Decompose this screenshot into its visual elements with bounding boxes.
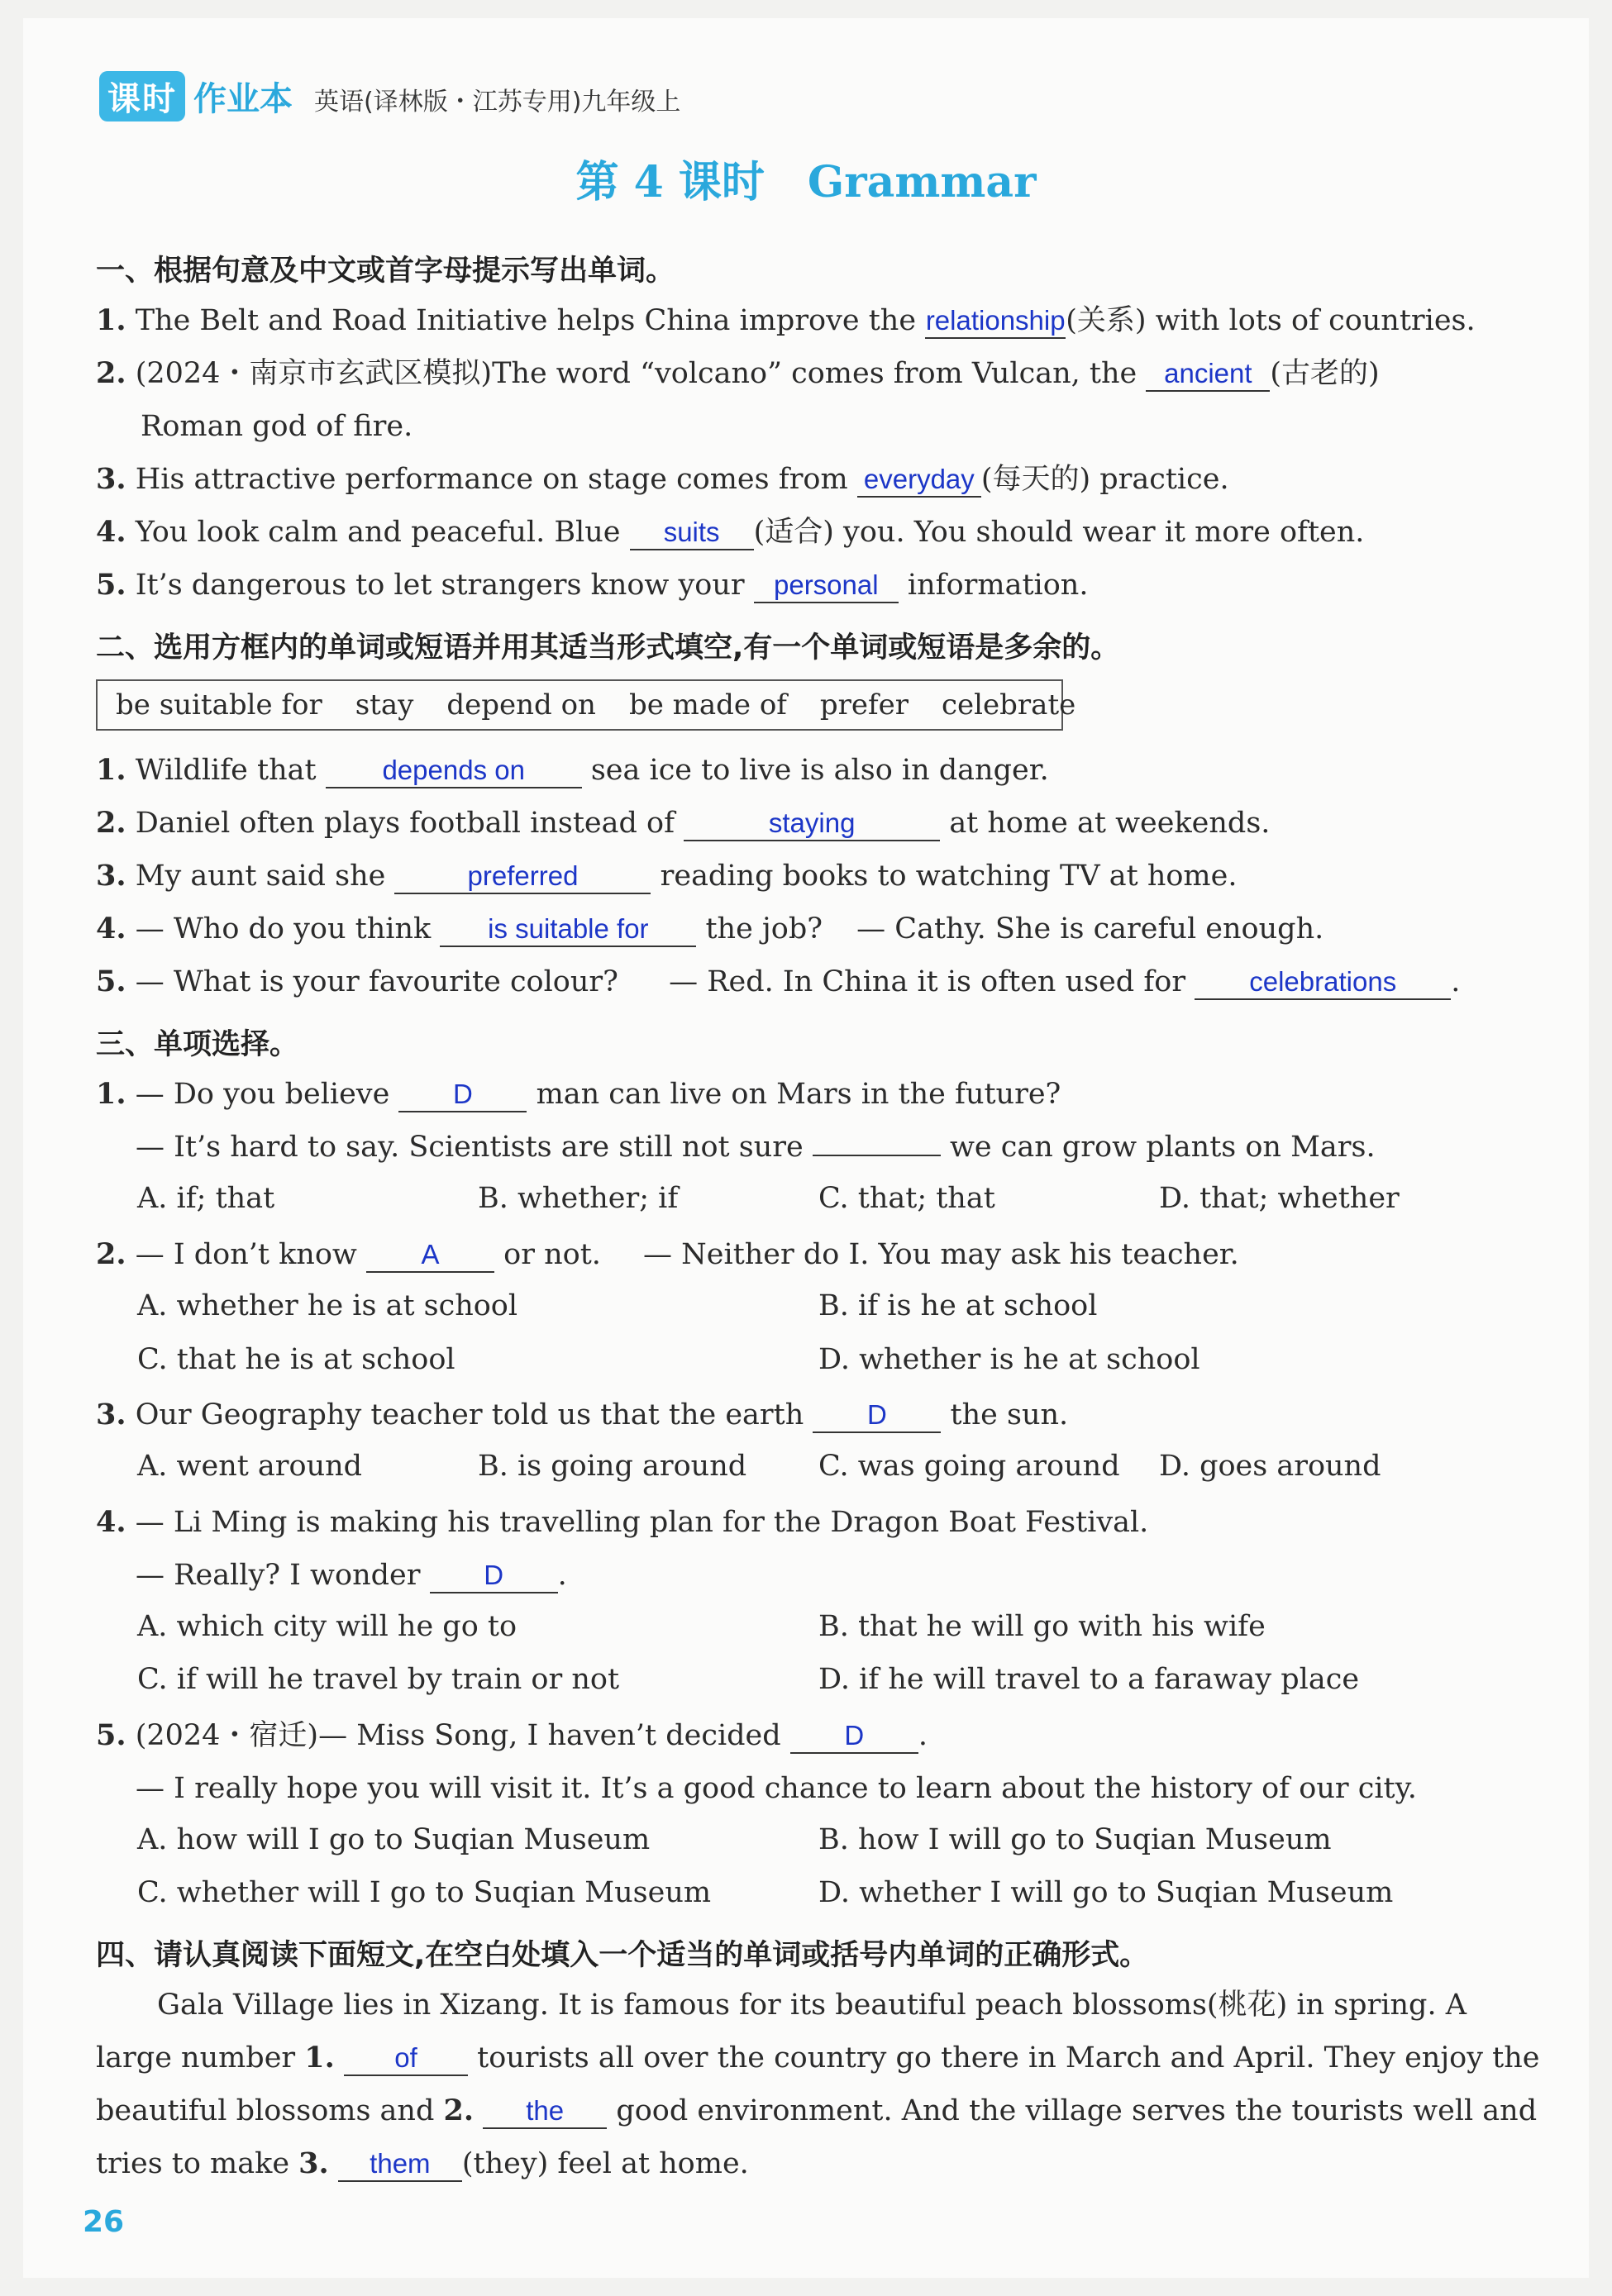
word-option: stay xyxy=(355,688,414,722)
option-d[interactable]: D. that; whether xyxy=(1159,1182,1400,1215)
q-text: — Really? I wonder xyxy=(136,1559,421,1592)
page-number: 26 xyxy=(83,2205,125,2239)
answer-blank[interactable]: preferred xyxy=(394,860,651,894)
s1-q1 xyxy=(96,301,1476,341)
s3-q5-line2: — I really hope you will visit it. It’s a good chance to learn about the history of our city. xyxy=(136,1772,1417,1805)
passage-line-1: Gala Village lies in Xizang. It is famous for its beautiful peach blossoms(桃花) in spring. A xyxy=(157,1989,1467,2022)
section-1-heading: 一、根据句意及中文或首字母提示写出单词。 xyxy=(96,255,675,288)
q-text: we can grow plants on Mars. xyxy=(949,1131,1376,1164)
answer-blank[interactable]: D xyxy=(790,1719,918,1754)
passage-line-4 xyxy=(96,2144,749,2184)
q-num: 4. xyxy=(96,515,126,549)
q-num: 1. xyxy=(96,1077,126,1111)
q-text: . xyxy=(918,1719,928,1752)
option-b[interactable]: B. if is he at school xyxy=(818,1289,1098,1322)
option-a[interactable]: A. how will I go to Suqian Museum xyxy=(137,1823,651,1856)
s1-q4 xyxy=(96,512,1364,552)
q-text: reading books to watching TV at home. xyxy=(660,860,1238,893)
answer-blank[interactable]: them xyxy=(338,2147,462,2182)
option-c[interactable]: C. that he is at school xyxy=(137,1343,455,1376)
option-a[interactable]: A. which city will he go to xyxy=(137,1610,517,1643)
brand-name: 作业本 xyxy=(193,80,293,118)
answer-blank[interactable]: celebrations xyxy=(1195,965,1451,1000)
q-num: 4. xyxy=(96,912,126,946)
q-text: at home at weekends. xyxy=(949,807,1271,840)
s3-q4 xyxy=(96,1503,1148,1542)
answer-blank[interactable]: D xyxy=(430,1559,558,1593)
option-a[interactable]: A. if; that xyxy=(137,1182,275,1215)
option-d[interactable]: D. if he will travel to a faraway place xyxy=(818,1663,1360,1696)
p-text: beautiful blossoms and xyxy=(96,2094,435,2127)
word-option: celebrate xyxy=(942,688,1076,722)
s2-q1 xyxy=(96,750,1049,790)
q-text: (古老的) xyxy=(1270,357,1380,390)
q-text: The Belt and Road Initiative helps China improve the xyxy=(135,304,917,337)
q-num: 2. xyxy=(96,806,126,840)
section-2-heading: 二、选用方框内的单词或短语并用其适当形式填空,有一个单词或短语是多余的。 xyxy=(96,631,1120,665)
answer-blank[interactable]: is suitable for xyxy=(440,912,696,947)
answer-blank[interactable]: A xyxy=(366,1238,494,1273)
answer-blank[interactable]: D xyxy=(813,1398,941,1433)
q-num: 2. xyxy=(96,356,126,390)
option-b[interactable]: B. whether; if xyxy=(478,1182,679,1215)
word-option: be suitable for xyxy=(116,688,322,722)
option-d[interactable]: D. whether I will go to Suqian Museum xyxy=(818,1876,1394,1909)
section-3-heading: 三、单项选择。 xyxy=(96,1028,299,1061)
page-title: 第 4 课时 Grammar xyxy=(575,157,1037,207)
q-text: (2024・宿迁)— Miss Song, I haven’t decided xyxy=(135,1719,781,1752)
q-text: Our Geography teacher told us that the earth xyxy=(135,1398,804,1431)
s3-q1-line2 xyxy=(136,1127,1376,1167)
passage-line-2 xyxy=(96,2038,1539,2078)
header xyxy=(99,71,680,121)
p-text: large number xyxy=(96,2041,296,2074)
answer-blank[interactable]: suits xyxy=(630,516,754,550)
q-text: My aunt said she xyxy=(135,860,386,893)
option-d[interactable]: D. whether is he at school xyxy=(818,1343,1200,1376)
q-text: Daniel often plays football instead of xyxy=(135,807,675,840)
q-text: — It’s hard to say. Scientists are still not sure xyxy=(136,1131,804,1164)
s1-q5 xyxy=(96,565,1088,605)
p-num: 3. xyxy=(298,2146,329,2180)
answer-blank[interactable]: the xyxy=(483,2094,607,2129)
s3-q2 xyxy=(96,1235,1239,1274)
p-num: 1. xyxy=(304,2041,335,2074)
p-text: (they) feel at home. xyxy=(461,2147,749,2180)
q-text: — Red. In China it is often used for xyxy=(669,965,1186,998)
answer-blank[interactable]: relationship xyxy=(925,304,1066,339)
s2-q3 xyxy=(96,856,1237,896)
q-num: 5. xyxy=(96,1718,126,1752)
p-num: 2. xyxy=(443,2094,475,2127)
word-option: prefer xyxy=(819,688,909,722)
s3-q4-line2 xyxy=(136,1555,567,1595)
q-text: — I don’t know xyxy=(135,1238,357,1271)
q-text: (适合) you. You should wear it more often. xyxy=(753,516,1365,549)
s3-q1 xyxy=(96,1074,1061,1114)
empty-blank[interactable] xyxy=(813,1155,941,1156)
answer-blank[interactable]: depends on xyxy=(326,754,582,788)
word-box xyxy=(96,679,1076,731)
option-c[interactable]: C. that; that xyxy=(818,1182,995,1215)
p-text: tourists all over the country go there in March and April. They enjoy the xyxy=(477,2041,1540,2074)
answer-blank[interactable]: personal xyxy=(754,569,899,603)
option-b[interactable]: B. how I will go to Suqian Museum xyxy=(818,1823,1332,1856)
q-text: — What is your favourite colour? xyxy=(135,965,618,998)
s2-q5 xyxy=(96,962,1460,1002)
q-text: It’s dangerous to let strangers know your xyxy=(135,569,745,602)
q-text: His attractive performance on stage comes from xyxy=(135,463,848,496)
q-text: sea ice to live is also in danger. xyxy=(590,754,1049,787)
s1-q2 xyxy=(96,354,1380,393)
q-text: — Li Ming is making his travelling plan for the Dragon Boat Festival. xyxy=(135,1506,1149,1539)
q-text: — Do you believe xyxy=(135,1078,390,1111)
q-text: the sun. xyxy=(950,1398,1069,1431)
s1-q3 xyxy=(96,460,1229,499)
q-text: or not. xyxy=(503,1238,601,1271)
q-num: 5. xyxy=(96,568,126,602)
q-text: the job? xyxy=(705,912,823,946)
word-option: depend on xyxy=(446,688,596,722)
option-c[interactable]: C. was going around xyxy=(818,1450,1120,1483)
brand-logo: 课时 xyxy=(99,71,185,121)
subject-label: 英语(译林版・江苏专用)九年级上 xyxy=(314,88,681,117)
q-text: (每天的) practice. xyxy=(980,463,1229,496)
p-text: good environment. And the village serves the tourists well and xyxy=(616,2094,1538,2127)
option-a[interactable]: A. went around xyxy=(137,1450,363,1483)
passage-line-3 xyxy=(96,2091,1537,2131)
q-num: 1. xyxy=(96,753,126,787)
q-num: 3. xyxy=(96,1398,126,1431)
option-b[interactable]: B. is going around xyxy=(478,1450,747,1483)
q-text: — Cathy. She is careful enough. xyxy=(856,912,1324,946)
answer-blank[interactable]: staying xyxy=(684,807,940,841)
q-num: 2. xyxy=(96,1237,126,1271)
p-text: tries to make xyxy=(96,2147,290,2180)
q-text: . xyxy=(1451,965,1461,998)
s2-q4 xyxy=(96,909,1323,949)
section-4-heading: 四、请认真阅读下面短文,在空白处填入一个适当的单词或括号内单词的正确形式。 xyxy=(96,1939,1149,1972)
s3-q3 xyxy=(96,1395,1068,1435)
q-text: — Who do you think xyxy=(135,912,432,946)
option-d[interactable]: D. goes around xyxy=(1159,1450,1381,1483)
option-c[interactable]: C. if will he travel by train or not xyxy=(137,1663,620,1696)
q-num: 1. xyxy=(96,303,126,337)
q-text: You look calm and peaceful. Blue xyxy=(135,516,621,549)
q-num: 3. xyxy=(96,859,126,893)
option-c[interactable]: C. whether will I go to Suqian Museum xyxy=(137,1876,712,1909)
s3-q5 xyxy=(96,1716,928,1755)
word-option: be made of xyxy=(628,688,787,722)
answer-blank[interactable]: D xyxy=(398,1078,527,1112)
q-text: Wildlife that xyxy=(135,754,317,787)
q-num: 3. xyxy=(96,462,126,496)
q-text: (关系) with lots of countries. xyxy=(1066,304,1476,337)
q-text: man can live on Mars in the future? xyxy=(536,1078,1061,1111)
q-text: (2024・南京市玄武区模拟)The word “volcano” comes from Vulcan, the xyxy=(135,357,1137,390)
q-text: information. xyxy=(907,569,1089,602)
option-b[interactable]: B. that he will go with his wife xyxy=(818,1610,1266,1643)
answer-blank[interactable]: everyday xyxy=(857,463,981,498)
answer-blank[interactable]: of xyxy=(344,2041,468,2076)
q-text: — Neither do I. You may ask his teacher. xyxy=(643,1238,1239,1271)
answer-blank[interactable]: ancient xyxy=(1146,357,1270,392)
q-text: . xyxy=(557,1559,567,1592)
q-num: 4. xyxy=(96,1505,126,1539)
s1-q2-cont: Roman god of fire. xyxy=(141,410,413,443)
s2-q2 xyxy=(96,803,1270,843)
option-a[interactable]: A. whether he is at school xyxy=(137,1289,518,1322)
q-num: 5. xyxy=(96,965,126,998)
